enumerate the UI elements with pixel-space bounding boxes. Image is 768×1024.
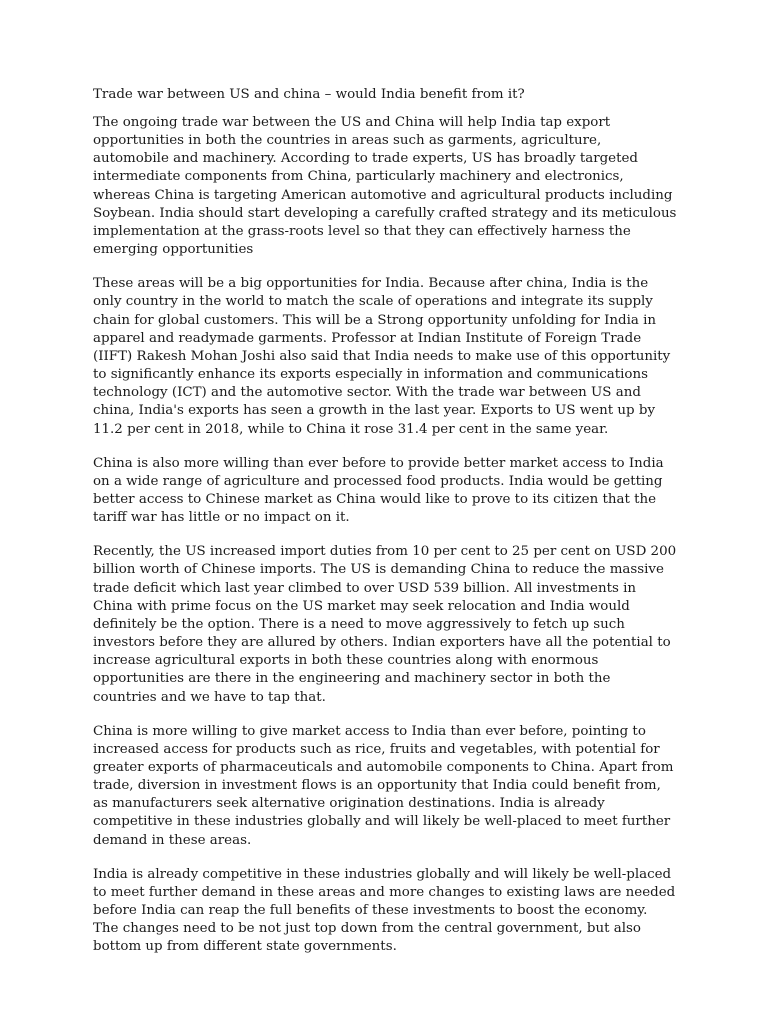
document-page <box>93 86 677 973</box>
paragraph-opportunities: These areas will be a big opportunities for India. Because after china, India is the only country in the world to match the scale of operations and integrate its supply chain for global customers. This will be a Strong opportunity unfolding for India in apparel and readymade garments. Professor at Indian Institute of Foreign Trade (IIFT) Rakesh Mohan Joshi also said that India needs to make use of this opportunity to significantly enhance its exports especially in information and communications technology (ICT) and the automotive sector. With the trade war between US and china, India's exports has seen a growth in the last year. Exports to US went up by 11.2 per cent in 2018, while to China it rose 31.4 per cent in the same year. <box>93 276 671 437</box>
paragraph-market-access: China is also more willing than ever before to provide better market access to India on a wide range of agriculture and processed food products. India would be getting better access to Chinese market as China would like to prove to its citizen that the tariff war has little or no impact on it. <box>93 455 664 526</box>
paragraph-intro: The ongoing trade war between the US and China will help India tap export opportunities in both the countries in areas such as garments, agriculture, automobile and machinery. According to trade experts, US has broadly targeted intermediate components from China, particularly machinery and electronics, whereas China is targeting American automotive and agricultural products including Soybean. India should start developing a carefully crafted strategy and its meticulous implementation at the grass-roots level so that they can effectively harness the emerging opportunities <box>93 115 677 258</box>
document-title: Trade war between US and china – would India benefit from it? <box>93 87 525 102</box>
paragraph-investment-flows: China is more willing to give market access to India than ever before, pointing to increased access for products such as rice, fruits and vegetables, with potential for greater exports of pharmaceuticals and automobile components to China. Apart from trade, diversion in investment flows is an opportunity that India could benefit from, as manufacturers seek alternative origination destinations. India is already competitive in these industries globally and will likely be well-placed to meet further demand in these areas. <box>93 723 674 848</box>
paragraph-import-duties: Recently, the US increased import duties from 10 per cent to 25 per cent on USD 200 billion worth of Chinese imports. The US is demanding China to reduce the massive trade deficit which last year climbed to over USD 539 billion. All investments in China with prime focus on the US market may seek relocation and India would definitely be the option. There is a need to move aggressively to fetch up such investors before they are allured by others. Indian exporters have all the potential to increase agricultural exports in both these countries along with enormous opportunities are there in the engineering and machinery sector in both the countries and we have to tap that. <box>93 544 677 705</box>
paragraph-conclusion: India is already competitive in these industries globally and will likely be well-placed to meet further demand in these areas and more changes to existing laws are needed before India can reap the full benefits of these investments to boost the economy. The changes need to be not just top down from the central government, but also bottom up from different state governments. <box>93 866 676 955</box>
